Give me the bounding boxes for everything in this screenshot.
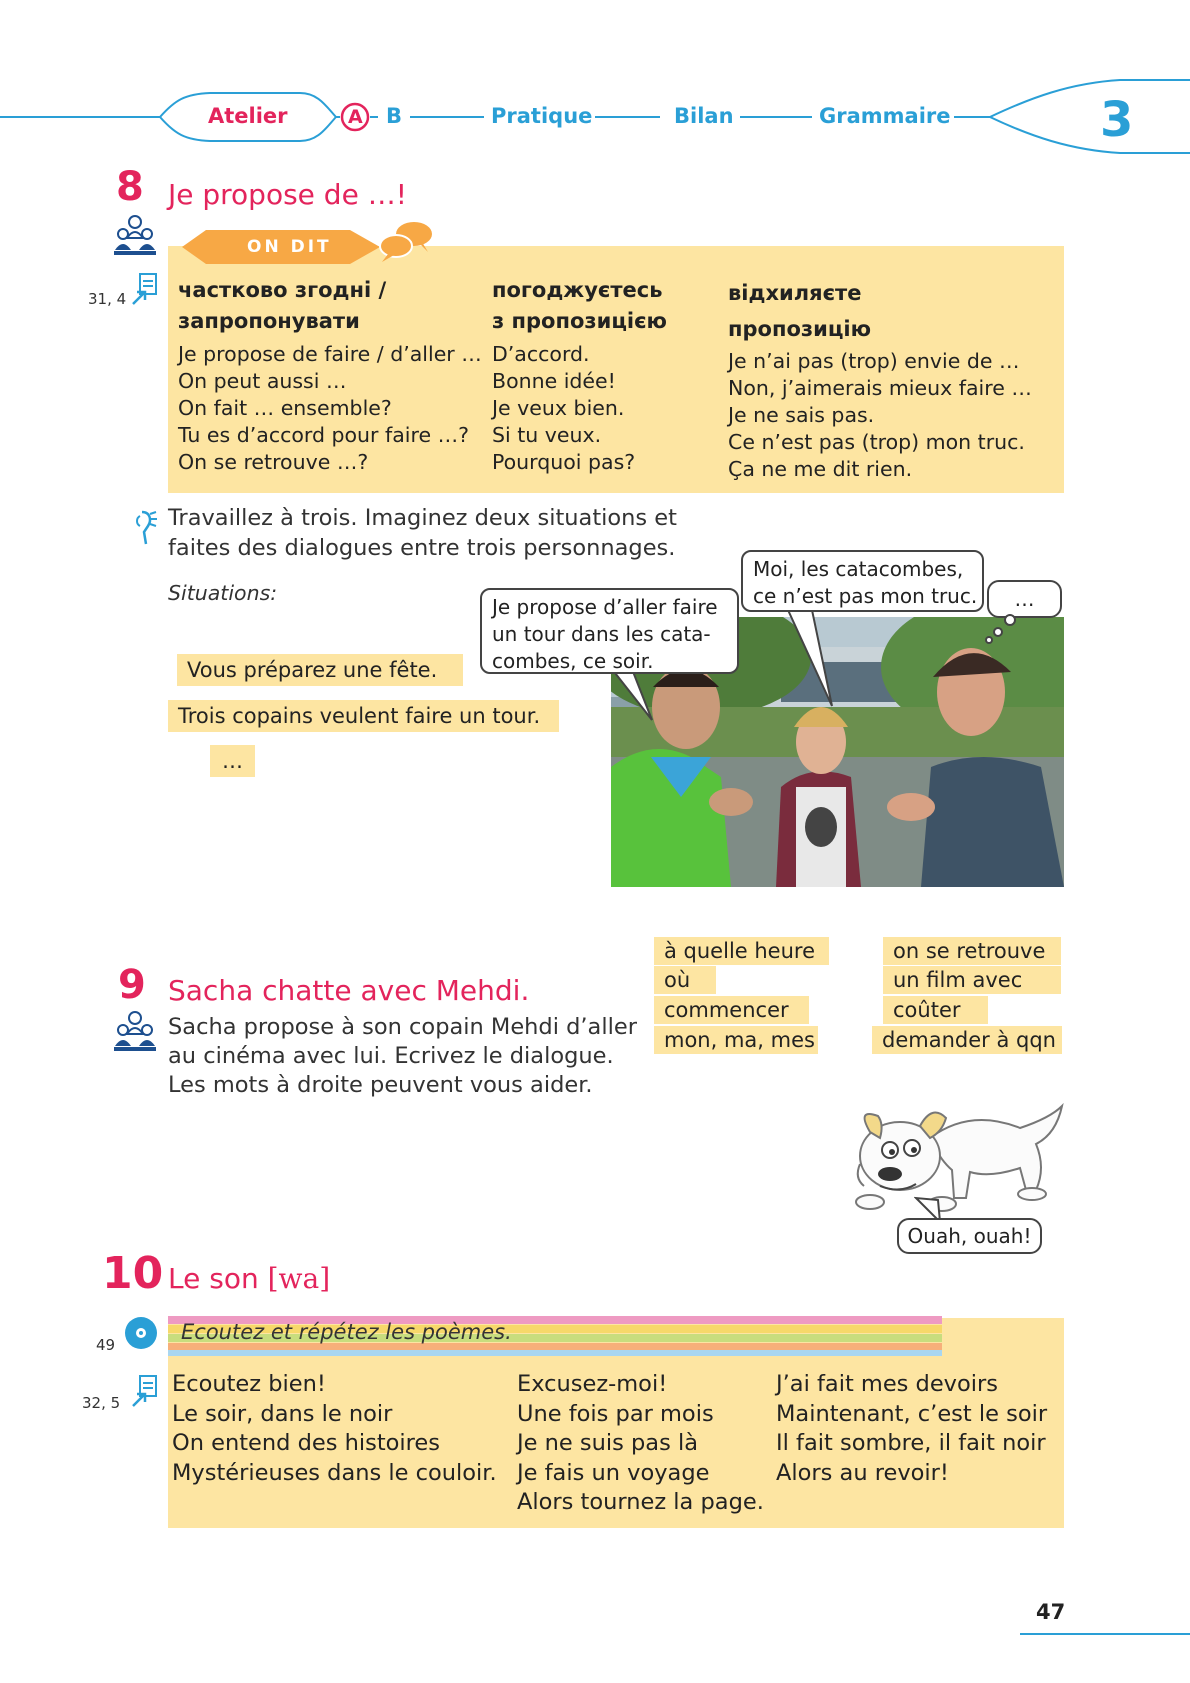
column-heading: погоджуєтесь з пропозицією: [492, 278, 667, 333]
workbook-reference: 32, 5: [82, 1394, 121, 1412]
poem-line: Mystérieuses dans le couloir.: [172, 1459, 497, 1486]
poem-line: J’ai fait mes devoirs: [776, 1371, 998, 1397]
poem-line: On entend des histoires: [172, 1430, 440, 1456]
poem-line: Excusez-moi!: [517, 1371, 668, 1397]
speech-bubble: Je propose d’aller faire un tour dans les cata- combes, ce soir.: [480, 588, 739, 674]
poem-line: Une fois par mois: [517, 1400, 714, 1427]
situation-tag: …: [210, 745, 255, 777]
bubble-tail: [786, 610, 846, 710]
nav-a[interactable]: A: [348, 106, 363, 128]
list-item: Non, j’aimerais mieux faire …: [728, 376, 1032, 400]
list-item: On peut aussi …: [178, 369, 347, 393]
poem: [517, 1370, 764, 1518]
column-heading: частково згодні / запропонувати: [178, 278, 387, 333]
list-item: Je ne sais pas.: [728, 403, 875, 427]
situation-tag: Vous préparez une fête.: [177, 654, 463, 686]
audio-cd-icon[interactable]: [124, 1316, 158, 1350]
poem-line: Je ne suis pas là: [517, 1430, 698, 1456]
helper-word: demander à qqn: [872, 1026, 1062, 1054]
thought-dots: [980, 612, 1020, 644]
exercise-title: Le son [wa]: [168, 1262, 331, 1295]
list-item: On se retrouve …?: [178, 450, 369, 474]
header-decoration: [0, 78, 1190, 158]
exercise-number: 9: [118, 962, 146, 1008]
poem: [776, 1370, 1047, 1488]
list-item: Si tu veux.: [492, 423, 602, 447]
list-item: Ce n’est pas (trop) mon truc.: [728, 430, 1025, 454]
helper-word: à quelle heure: [654, 937, 829, 965]
nav-b[interactable]: B: [386, 104, 403, 128]
phrase-list: [492, 341, 635, 476]
poem-line: Alors tournez la page.: [517, 1489, 764, 1515]
audio-track-number: 49: [96, 1336, 116, 1354]
exercise-number: 8: [116, 164, 144, 210]
workbook-icon: [131, 272, 159, 306]
exercise-title: Sacha chatte avec Mehdi.: [168, 974, 530, 1007]
nav-grammaire[interactable]: Grammaire: [819, 104, 951, 128]
helper-word: où: [654, 966, 716, 994]
helper-word: commencer: [654, 996, 809, 1024]
list-item: Je propose de faire / d’aller …: [178, 342, 482, 366]
speaking-icon: [128, 508, 158, 548]
poem-line: Alors au revoir!: [776, 1459, 949, 1486]
on-dit-label: ON DIT: [247, 237, 332, 257]
poem-line: Je fais un voyage: [517, 1459, 710, 1486]
chapter-number: 3: [1100, 92, 1134, 148]
thought-bubble: …: [987, 580, 1062, 618]
list-item: Ça ne me dit rien.: [728, 457, 913, 481]
poem-line: Le soir, dans le noir: [172, 1400, 393, 1427]
footer-rule: [1020, 1633, 1190, 1635]
list-item: Je veux bien.: [492, 396, 625, 420]
phrase-list: [178, 341, 482, 476]
nav-pratique[interactable]: Pratique: [491, 104, 593, 128]
helper-word: on se retrouve: [883, 937, 1061, 965]
situations-label: Situations:: [168, 581, 278, 605]
exercise-number: 10: [102, 1248, 164, 1299]
helper-word: coûter: [883, 996, 988, 1024]
list-item: Bonne idée!: [492, 369, 616, 393]
helper-word: mon, ma, mes: [654, 1026, 818, 1054]
dog-speech-bubble: Ouah, ouah!: [897, 1218, 1042, 1254]
column-heading: відхиляєте пропозицію: [728, 281, 872, 341]
group-work-icon: [112, 214, 158, 258]
poem: [172, 1370, 497, 1488]
situation-tag: Trois copains veulent faire un tour.: [168, 700, 559, 732]
exercise-instruction: Ecoutez et répétez les poèmes.: [181, 1320, 512, 1344]
exercise-instruction: Sacha propose à son copain Mehdi d’aller au cinéma avec lui. Ecrivez le dialogue. Les mots à droite peuvent vous aider.: [168, 1014, 637, 1098]
speech-bubbles-icon: [376, 220, 438, 264]
workbook-reference: 31, 4: [88, 290, 127, 308]
exercise-instruction: Travaillez à trois. Imaginez deux situations et faites des dialogues entre trois personnages.: [168, 505, 677, 561]
nav-bilan[interactable]: Bilan: [674, 104, 734, 128]
nav-atelier[interactable]: Atelier: [208, 104, 288, 128]
workbook-icon: [131, 1374, 159, 1408]
page-number: 47: [1036, 1600, 1066, 1624]
phrase-list: [728, 348, 1032, 483]
list-item: On fait … ensemble?: [178, 396, 392, 420]
poem-line: Maintenant, c’est le soir: [776, 1400, 1048, 1427]
speech-bubble: Moi, les catacombes, ce n’est pas mon truc.: [741, 550, 984, 612]
exercise-title: Je propose de …!: [168, 178, 407, 211]
helper-word: un film avec: [883, 966, 1061, 994]
poem-line: Il fait sombre, il fait noir: [776, 1430, 1046, 1456]
list-item: Tu es d’accord pour faire …?: [178, 423, 469, 447]
list-item: D’accord.: [492, 342, 590, 366]
group-work-icon: [112, 1010, 158, 1054]
dog-illustration: [850, 1098, 1068, 1224]
list-item: Pourquoi pas?: [492, 450, 636, 474]
poem-line: Ecoutez bien!: [172, 1371, 326, 1397]
list-item: Je n’ai pas (trop) envie de …: [728, 349, 1020, 373]
